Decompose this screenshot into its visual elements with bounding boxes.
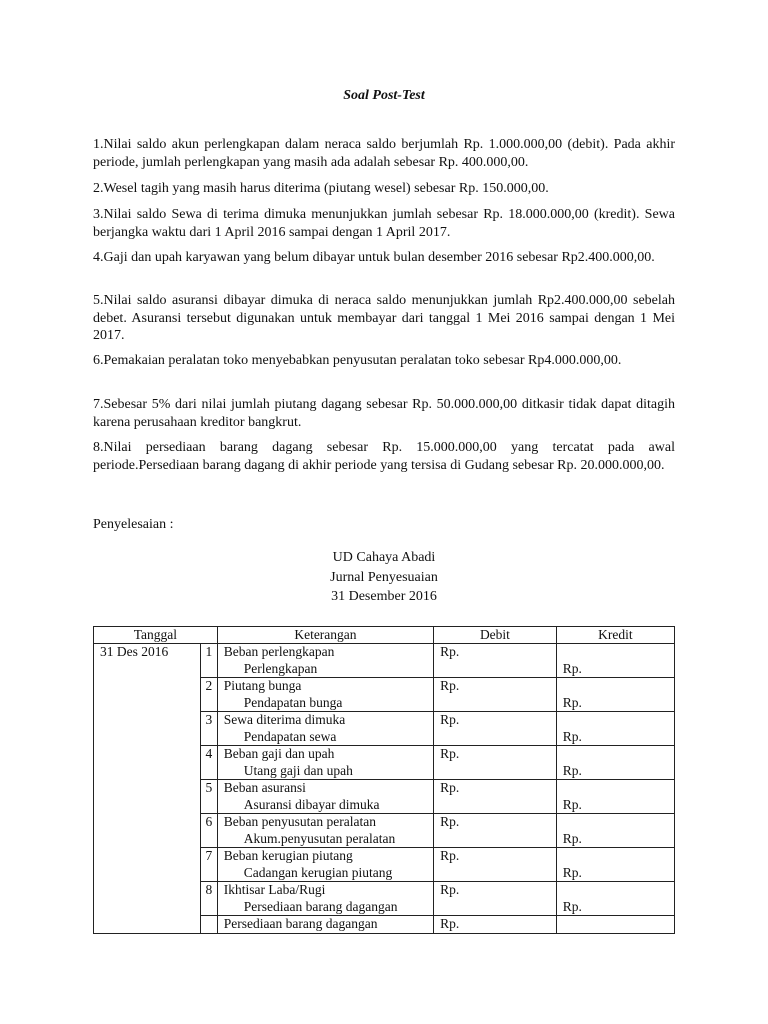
entry-number: 8 xyxy=(201,882,218,916)
credit-cell-empty xyxy=(556,916,674,934)
credit-account: Asuransi dibayar dimuka xyxy=(243,796,380,812)
entry-number: 1 xyxy=(201,644,218,678)
credit-cell xyxy=(556,814,674,848)
debit-amount: Rp. xyxy=(440,644,460,659)
credit-amount: Rp. xyxy=(562,762,582,778)
question-2: 2.Wesel tagih yang masih harus diterima (piutang wesel) sebesar Rp. 150.000,00. xyxy=(93,181,549,196)
question-4: 4.Gaji dan upah karyawan yang belum dibayar untuk bulan desember 2016 sebesar Rp2.400.000,00. xyxy=(93,250,655,265)
debit-cell xyxy=(434,678,557,712)
header-keterangan: Keterangan xyxy=(217,627,433,644)
credit-cell xyxy=(556,678,674,712)
table-row xyxy=(94,644,675,678)
credit-account: Pendapatan sewa xyxy=(243,728,337,744)
credit-amount: Rp. xyxy=(562,694,582,710)
debit-amount: Rp. xyxy=(440,712,460,727)
description-cell xyxy=(217,882,433,916)
credit-amount: Rp. xyxy=(562,728,582,744)
credit-cell xyxy=(556,644,674,678)
entry-number: 4 xyxy=(201,746,218,780)
debit-account: Beban kerugian piutang xyxy=(223,848,353,863)
entry-number: 2 xyxy=(201,678,218,712)
document-title: Soal Post-Test xyxy=(343,88,425,103)
credit-account: Persediaan barang dagangan xyxy=(243,898,398,914)
credit-amount: Rp. xyxy=(562,660,582,676)
debit-amount: Rp. xyxy=(434,916,557,934)
debit-cell xyxy=(434,848,557,882)
question-7: 7.Sebesar 5% dari nilai jumlah piutang dagang sebesar Rp. 50.000.000,00 ditkasir tidak dapat ditagih karena perusahaan kreditor bangkrut. xyxy=(93,397,675,430)
debit-account: Beban perlengkapan xyxy=(223,644,335,659)
debit-amount: Rp. xyxy=(440,746,460,761)
debit-amount: Rp. xyxy=(440,814,460,829)
entry-number-empty xyxy=(201,916,218,934)
debit-account: Beban gaji dan upah xyxy=(223,746,335,761)
journal-title: Jurnal Penyesuaian xyxy=(330,570,438,585)
description-cell xyxy=(217,746,433,780)
credit-cell xyxy=(556,848,674,882)
question-5: 5.Nilai saldo asuransi dibayar dimuka di neraca saldo menunjukkan jumlah Rp2.400.000,00 sebelah debet. Asuransi tersebut digunakan untuk membayar dari tanggal 1 Mei 2016 sampai dengan 1 Mei 2017. xyxy=(93,293,675,343)
journal-table xyxy=(93,626,675,934)
credit-account: Akum.penyusutan peralatan xyxy=(243,830,396,846)
debit-account: Beban asuransi xyxy=(223,780,306,795)
credit-amount: Rp. xyxy=(562,830,582,846)
description-cell xyxy=(217,780,433,814)
credit-amount: Rp. xyxy=(562,796,582,812)
debit-account: Piutang bunga xyxy=(223,678,302,693)
credit-account: Perlengkapan xyxy=(243,660,318,676)
question-8: 8.Nilai persediaan barang dagang sebesar Rp. 15.000.000,00 yang tercatat pada awal periode.Persediaan barang dagang di akhir periode yang tersisa di Gudang sebesar Rp. 20.000.000,00. xyxy=(93,440,675,473)
description-cell xyxy=(217,678,433,712)
credit-amount: Rp. xyxy=(562,864,582,880)
entry-number: 5 xyxy=(201,780,218,814)
credit-account: Cadangan kerugian piutang xyxy=(243,864,393,880)
debit-amount: Rp. xyxy=(440,678,460,693)
credit-cell xyxy=(556,780,674,814)
question-1: 1.Nilai saldo akun perlengkapan dalam neraca saldo berjumlah Rp. 1.000.000,00 (debit). Pada akhir periode, jumlah perlengkapan yang masih ada adalah sebesar Rp. 400.000,00. xyxy=(93,137,675,170)
header-debit: Debit xyxy=(434,627,557,644)
credit-amount: Rp. xyxy=(562,898,582,914)
entry-number: 6 xyxy=(201,814,218,848)
credit-cell xyxy=(556,712,674,746)
credit-cell xyxy=(556,746,674,780)
date-cell: 31 Des 2016 xyxy=(94,644,201,934)
debit-account: Ikhtisar Laba/Rugi xyxy=(223,882,326,897)
header-tanggal: Tanggal xyxy=(94,627,218,644)
description-cell xyxy=(217,814,433,848)
journal-date: 31 Desember 2016 xyxy=(331,589,437,604)
credit-cell xyxy=(556,882,674,916)
description-cell xyxy=(217,712,433,746)
solution-label: Penyelesaian : xyxy=(93,517,174,532)
entry-number: 3 xyxy=(201,712,218,746)
debit-cell xyxy=(434,882,557,916)
description-cell xyxy=(217,848,433,882)
debit-account: Sewa diterima dimuka xyxy=(223,712,346,727)
entry-number: 7 xyxy=(201,848,218,882)
question-6: 6.Pemakaian peralatan toko menyebabkan penyusutan peralatan toko sebesar Rp4.000.000,00. xyxy=(93,353,622,368)
credit-account: Utang gaji dan upah xyxy=(243,762,353,778)
debit-account: Beban penyusutan peralatan xyxy=(223,814,376,829)
debit-amount: Rp. xyxy=(440,848,460,863)
company-name: UD Cahaya Abadi xyxy=(332,550,436,565)
debit-cell xyxy=(434,780,557,814)
description-cell xyxy=(217,644,433,678)
debit-cell xyxy=(434,814,557,848)
header-kredit: Kredit xyxy=(556,627,674,644)
last-row-account: Persediaan barang dagangan xyxy=(217,916,433,934)
table-header-row xyxy=(94,627,675,644)
question-3: 3.Nilai saldo Sewa di terima dimuka menunjukkan jumlah sebesar Rp. 18.000.000,00 (kredit). Sewa berjangka waktu dari 1 April 2016 sampai dengan 1 April 2017. xyxy=(93,207,675,240)
debit-cell xyxy=(434,712,557,746)
debit-cell xyxy=(434,644,557,678)
credit-account: Pendapatan bunga xyxy=(243,694,343,710)
debit-amount: Rp. xyxy=(440,780,460,795)
debit-amount: Rp. xyxy=(440,882,460,897)
debit-cell xyxy=(434,746,557,780)
